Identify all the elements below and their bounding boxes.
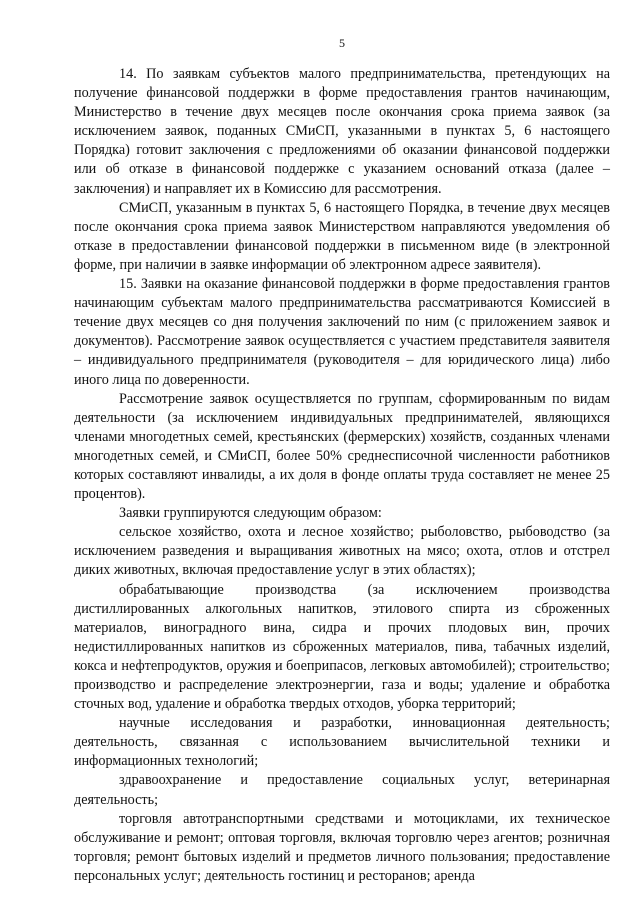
paragraph-14: 14. По заявкам субъектов малого предпринимательства, претендующих на получение финансовой поддержки в форме предоставления грантов начинающим, Министерство в течение двух месяцев после окончания срока приема заявок (за исключением заявок, поданных СМиСП, указанными в пунктах 5, 6 настоящего Порядка) готовит заключения с предложениями об оказании финансовой поддержки или об отказе в финансовой поддержке с указанием оснований отказа (далее – заключения) и направляет их в Комиссию для рассмотрения.: [74, 66, 610, 197]
paragraph-review-by-groups: Рассмотрение заявок осуществляется по группам, сформированным по видам деятельности (за исключением индивидуальных предпринимателей, являющихся членами многодетных семей, крестьянских (фермерских) хозяйств, созданных членами многодетных семей, и СМиСП, более 50% среднесписочной численности работников которых составляют инвалиды, а их доля в фонде оплаты труда составляет не менее 25 процентов).: [74, 390, 610, 503]
paragraph-notice-of-refusal: СМиСП, указанным в пунктах 5, 6 настоящего Порядка, в течение двух месяцев после окончания срока приема заявок Министерством направляются уведомления об отказе в предоставлении финансовой поддержки в письменном виде (в электронной форме, при наличии в заявке информации об электронном адресе заявителя).: [74, 199, 610, 273]
group-item-manufacturing: обрабатывающие производства (за исключением производства дистиллированных алкогольных напитков, этилового спирта из сброженных материалов, виноградного вина, сидра и прочих плодовых вин, прочих недистиллированных напитков из сброженных материалов, пива, табачных изделий, кокса и нефтепродуктов, оружия и боеприпасов, легковых автомобилей); строительство; производство и распределение электроэнергии, газа и воды; удаление и обработка сточных вод, удаление и обработка твердых отходов, уборка территорий;: [74, 581, 610, 713]
group-item-research: научные исследования и разработки, инновационная деятельность; деятельность, связанная с использованием вычислительной техники и информационных технологий;: [74, 715, 610, 770]
page-number: 5: [339, 36, 345, 50]
group-item-trade: торговля автотранспортными средствами и мотоциклами, их техническое обслуживание и ремонт; оптовая торговля, включая торговлю через агентов; розничная торговля; ремонт бытовых изделий и предметов личного пользования; предоставление персональных услуг; деятельность гостиниц и ресторанов; аренда: [74, 810, 610, 884]
paragraph-grouping-intro: Заявки группируются следующим образом:: [119, 505, 382, 522]
paragraph-15: 15. Заявки на оказание финансовой поддержки в форме предоставления грантов начинающим субъектам малого предпринимательства рассматриваются Комиссией в течение двух месяцев со дня получения заключений по ним (с приложением заявок и документов). Рассмотрение заявок осуществляется с участием представителя заявителя – индивидуального предпринимателя (руководителя – для юридического лица) либо иного лица по доверенности.: [74, 276, 610, 388]
group-item-agriculture: сельское хозяйство, охота и лесное хозяйство; рыболовство, рыбоводство (за исключением разведения и выращивания животных на мясо; охота, отлов и отстрел диких животных, включая предоставление услуг в этих областях);: [74, 524, 610, 579]
group-item-healthcare: здравоохранение и предоставление социальных услуг, ветеринарная деятельность;: [74, 772, 610, 808]
